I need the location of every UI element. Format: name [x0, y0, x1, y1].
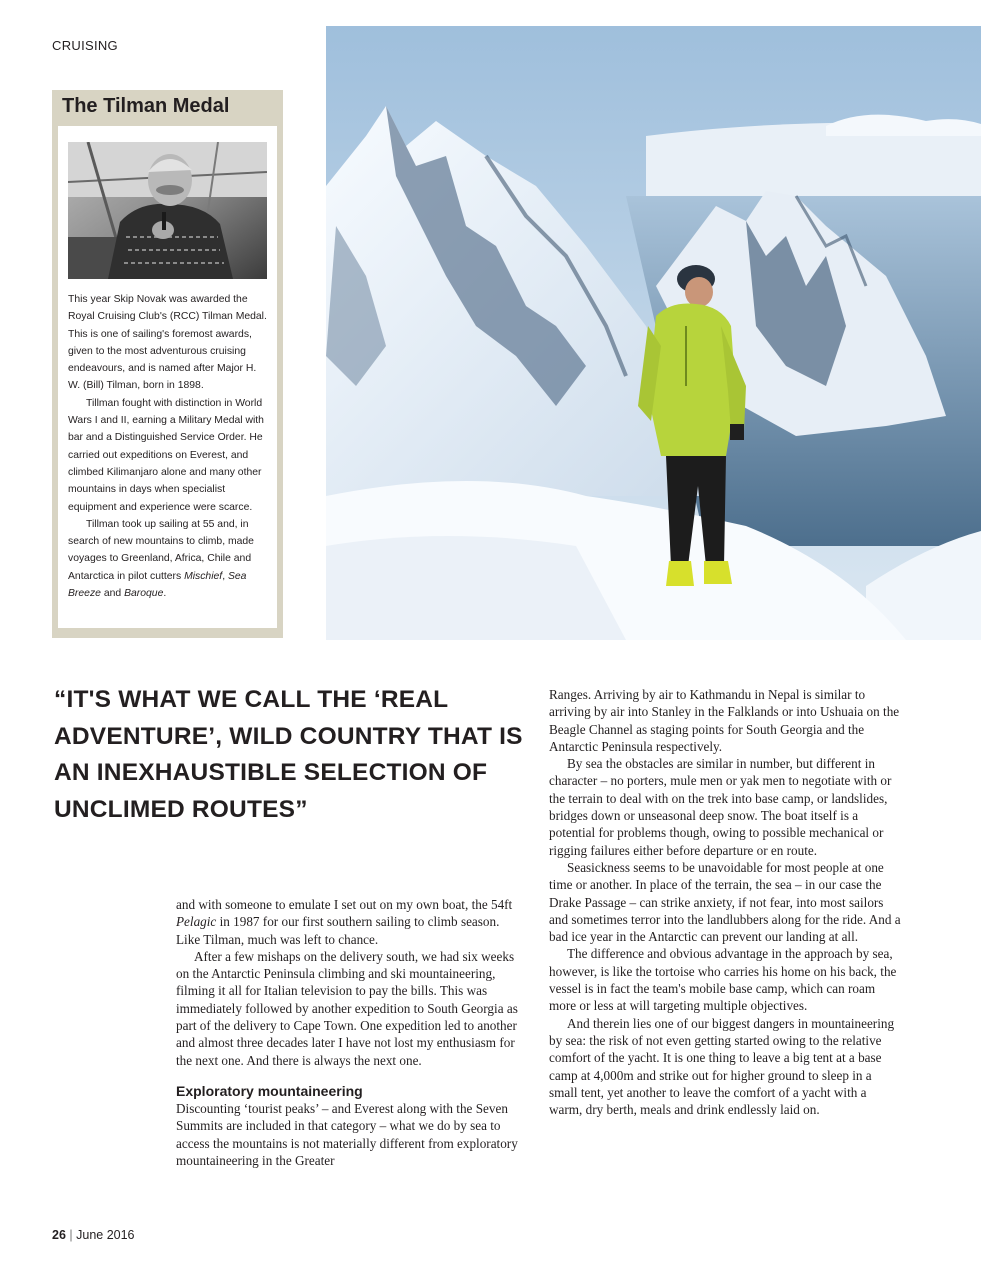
page-number: 26 [52, 1228, 66, 1242]
boat-name: Pelagic [176, 914, 217, 930]
sidebar-paragraph [68, 516, 267, 602]
article-paragraph: Ranges. Arriving by air to Kathmandu in Nepal is similar to arriving by air into Stanley in the Falklands or into Ushuaia on the Beagle Channel as staging points for South Georgia and the Antarctic Peninsula respectively. [549, 687, 900, 754]
pull-quote: “IT'S WHAT WE CALL THE ‘REAL ADVENTURE’, WILD COUNTRY THAT IS AN INEXHAUSTIBLE SELECTION OF UNCLIMED ROUTES” [54, 686, 523, 823]
sidebar-text-run: . [163, 588, 167, 600]
article-subheading: Exploratory mountaineering [176, 1082, 363, 1099]
article-paragraph: Discounting ‘tourist peaks’ – and Everest along with the Seven Summits are included in that category – what we do by sea to access the mountains is not materially different from exploratory mountaineering in the Greater [176, 1100, 518, 1168]
footer-separator: | [69, 1228, 73, 1242]
article-text-run: and with someone to emulate I set out on my own boat, the 54ft [176, 897, 513, 912]
sidebar-text [68, 291, 267, 602]
article-paragraph: Seasickness seems to be unavoidable for most people at one time or another. In place of the terrain, the sea – in our case the Drake Passage – can strike anxiety, if not fear, into most sailors and sometimes terror into the landlubbers along for the ride. And a bad ice year in the Antarctic can prevent our landing at all. [549, 859, 901, 945]
sidebar-title: The Tilman Medal [62, 95, 230, 117]
boat-name: Sea Breeze [68, 570, 247, 600]
sidebar-text-run: and [100, 588, 125, 600]
article-paragraph: After a few mishaps on the delivery south, we had six weeks on the Antarctic Peninsula climbing and ski mountaineering, filming it all for Italian television to pay the bills. This was immediately followed by another expedition to South Georgia as part of the delivery to Cape Town. One expedition led to another and almost three decades later I have not lost my enthusiasm for the next one. And there is always the next one. [176, 948, 518, 1068]
issue-date: June 2016 [76, 1228, 135, 1242]
article-paragraph: The difference and obvious advantage in the approach by sea, however, is like the tortoise who carries his home on his back, the vessel is in fact the team's mobile base camp, which can roam more or less at will targeting multiple objectives. [549, 946, 897, 1014]
sidebar-paragraph: This year Skip Novak was awarded the Royal Cruising Club's (RCC) Tilman Medal. This is one of sailing's foremost awards, given to the most adventurous cruising endeavours, and is named after Major H. W. (Bill) Tilman, born in 1898. [68, 294, 267, 392]
boat-name: Baroque [124, 588, 164, 600]
hero-mountaineer-photo [326, 26, 981, 640]
article-column-right [549, 686, 901, 1118]
sidebar-content [58, 126, 277, 628]
article-paragraph: By sea the obstacles are similar in number, but different in character – no porters, mule men or yak men to negotiate with or the terrain to deal with on the trek into base camp, or landslides, bridges down or unseasonal deep snow. The boat itself is a potential for problems though, owing to possible mechanical or rigging failures either before departure or en route. [549, 756, 892, 858]
article-paragraph: And therein lies one of our biggest dangers in mountaineering by sea: the risk of not even getting started owing to the relative comfort of the yacht. It is one thing to leave a big tent at a base camp at 4,000m and strike out for higher ground to sleep in a small tent, yet another to leave the comfort of a yacht with a warm, dry berth, meals and drink endlessly laid on. [549, 1015, 895, 1118]
article-text-run: in 1987 for our first southern sailing to climb season. Like Tilman, much was left to chance. [176, 914, 500, 947]
article-column-left [176, 896, 526, 1169]
sidebar-paragraph: Tillman fought with distinction in World Wars I and II, earning a Military Medal with bar and a Distinguished Service Order. He carried out expeditions on Everest, and climbed Kilimanjaro alone and many other mountains in days when specialist equipment and experience were scarce. [68, 397, 264, 513]
page-footer [52, 1228, 135, 1242]
section-label: CRUISING [52, 38, 118, 53]
boat-name: Mischief [184, 570, 223, 582]
sidebar-text-run: Tillman took up sailing at 55 and, in search of new mountains to climb, made voyages to Greenland, Africa, Chile and Antarctica in pilot cutters [68, 518, 254, 582]
sidebar-text-run: , [222, 570, 228, 582]
article-paragraph [176, 896, 526, 948]
tilman-medal-sidebar [52, 90, 283, 638]
tilman-portrait-image [68, 142, 267, 279]
